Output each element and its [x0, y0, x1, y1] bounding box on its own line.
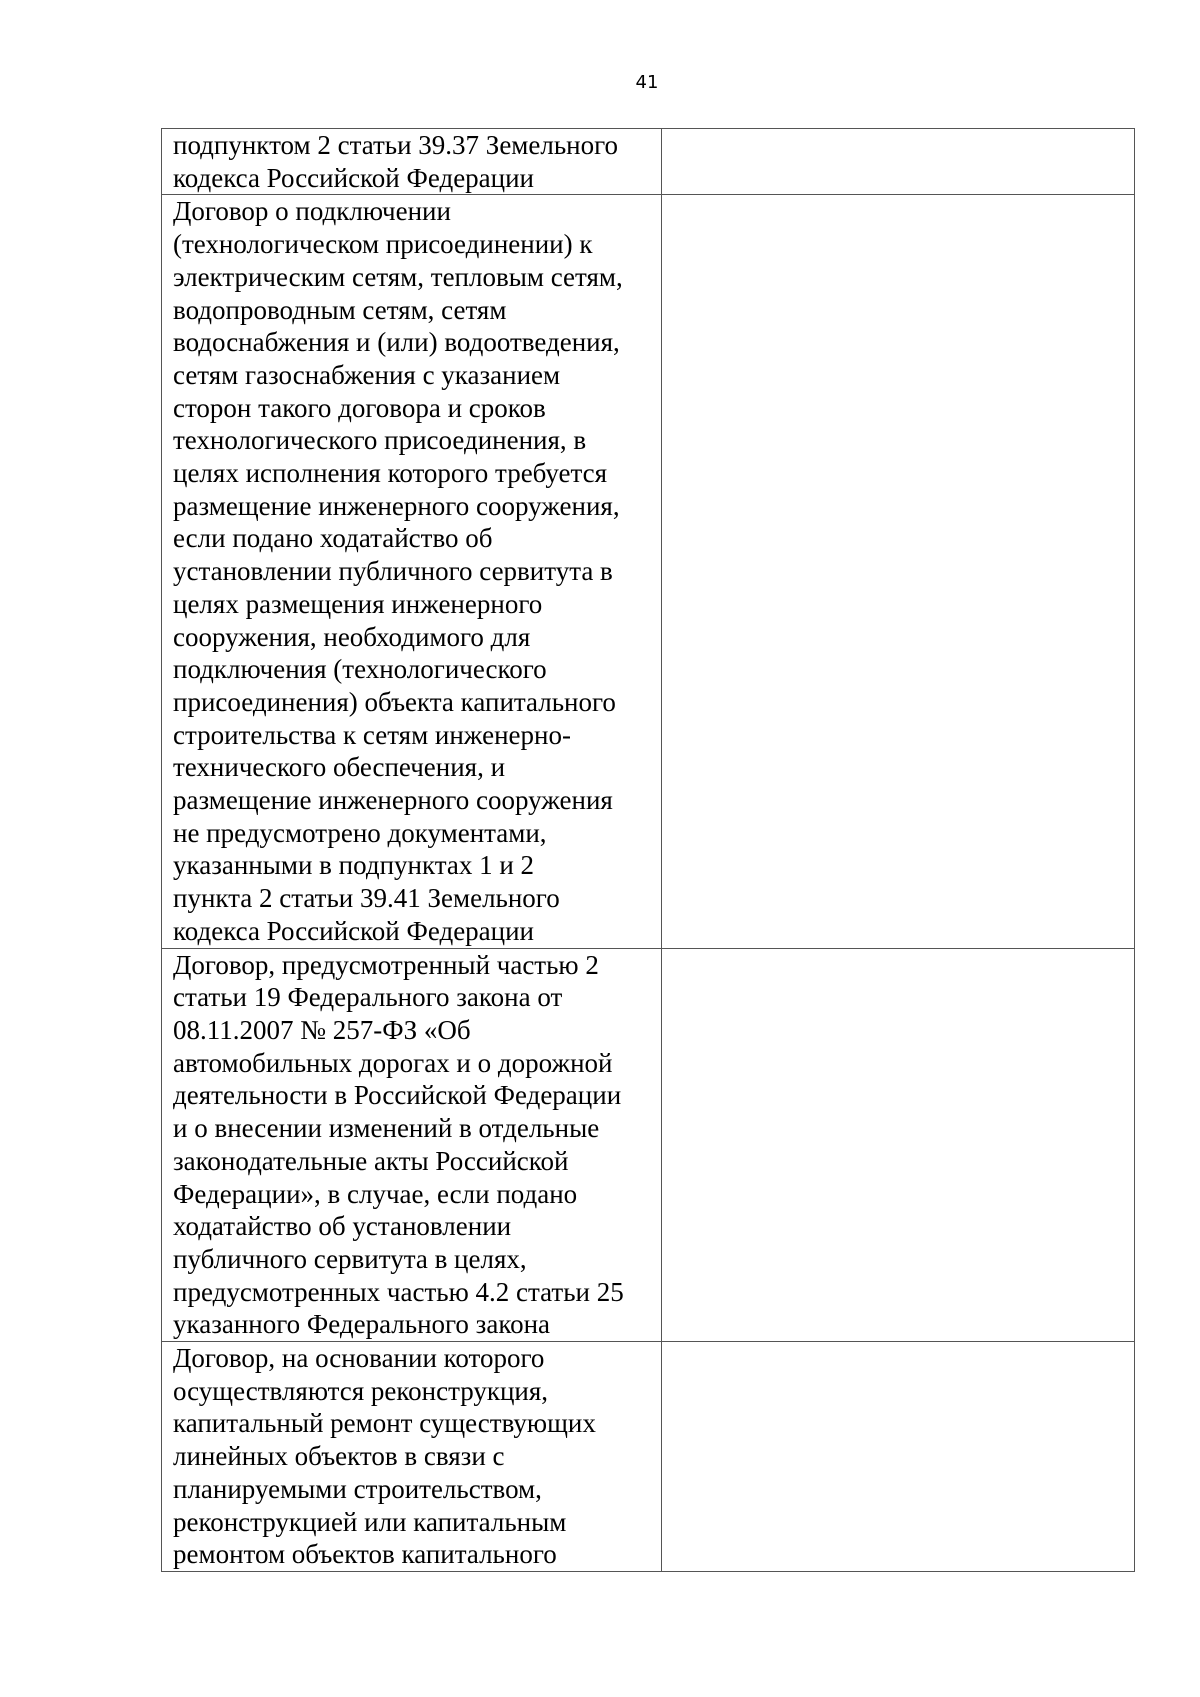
text-line: электрическим сетям, тепловым сетям, [173, 261, 623, 292]
text-line: ремонтом объектов капитального [173, 1539, 557, 1570]
document-cell [162, 948, 662, 1341]
text-line: деятельности в Российской Федерации [173, 1080, 622, 1111]
text-line: осуществляются реконструкция, [173, 1375, 549, 1406]
text-line: предусмотренных частью 4.2 статьи 25 [173, 1276, 624, 1307]
text-line: указанными в подпунктах 1 и 2 [173, 850, 535, 881]
text-line: кодекса Российской Федерации [173, 162, 535, 193]
text-line: целях исполнения которого требуется [173, 458, 608, 489]
details-cell [662, 129, 1135, 195]
text-line: планируемыми строительством, [173, 1473, 542, 1504]
table-row [162, 129, 1135, 195]
text-line: строительства к сетям инженерно- [173, 719, 571, 750]
text-line: статьи 19 Федерального закона от [173, 982, 563, 1013]
text-line: сетям газоснабжения с указанием [173, 359, 561, 390]
text-line: присоединения) объекта капитального [173, 686, 616, 717]
text-line: ходатайство об установлении [173, 1211, 512, 1242]
text-line: размещение инженерного сооружения, [173, 490, 620, 521]
table-row [162, 195, 1135, 948]
text-line: не предусмотрено документами, [173, 817, 547, 848]
text-line: и о внесении изменений в отдельные [173, 1113, 600, 1144]
page-number: 41 [635, 72, 659, 93]
text-line: Договор, на основании которого [173, 1343, 545, 1374]
text-line: Федерации», в случае, если подано [173, 1178, 578, 1209]
text-line: реконструкцией или капитальным [173, 1506, 567, 1537]
text-line: линейных объектов в связи с [173, 1441, 505, 1472]
text-line: публичного сервитута в целях, [173, 1243, 527, 1274]
text-line: сторон такого договора и сроков [173, 392, 546, 423]
text-line: 08.11.2007 № 257-ФЗ «Об [173, 1014, 471, 1045]
details-cell [662, 1342, 1135, 1572]
text-line: целях размещения инженерного [173, 588, 543, 619]
text-line: подключения (технологического [173, 654, 547, 685]
table-row [162, 1342, 1135, 1572]
text-line: подпунктом 2 статьи 39.37 Земельного [173, 130, 619, 160]
document-table [161, 128, 1135, 1572]
text-line: технического обеспечения, и [173, 752, 506, 783]
document-cell [162, 1342, 662, 1572]
text-line: размещение инженерного сооружения [173, 785, 613, 816]
details-cell [662, 195, 1135, 948]
document-cell [162, 129, 662, 195]
text-line: капитальный ремонт существующих [173, 1408, 596, 1439]
text-line: Договор, предусмотренный частью 2 [173, 949, 599, 980]
text-line: (технологическом присоединении) к [173, 229, 593, 260]
text-line: установлении публичного сервитута в [173, 556, 613, 587]
details-cell [662, 948, 1135, 1341]
text-line: водоснабжения и (или) водоотведения, [173, 327, 620, 358]
text-line: водопроводным сетям, сетям [173, 294, 507, 325]
document-cell [162, 195, 662, 948]
text-line: пункта 2 статьи 39.41 Земельного [173, 883, 560, 914]
text-line: сооружения, необходимого для [173, 621, 531, 652]
text-line: законодательные акты Российской [173, 1145, 569, 1176]
text-line: Договор о подключении [173, 196, 451, 227]
table-row [162, 948, 1135, 1341]
text-line: кодекса Российской Федерации [173, 915, 535, 946]
text-line: технологического присоединения, в [173, 425, 587, 456]
text-line: автомобильных дорогах и о дорожной [173, 1047, 613, 1078]
text-line: если подано ходатайство об [173, 523, 493, 554]
text-line: указанного Федерального закона [173, 1309, 551, 1340]
